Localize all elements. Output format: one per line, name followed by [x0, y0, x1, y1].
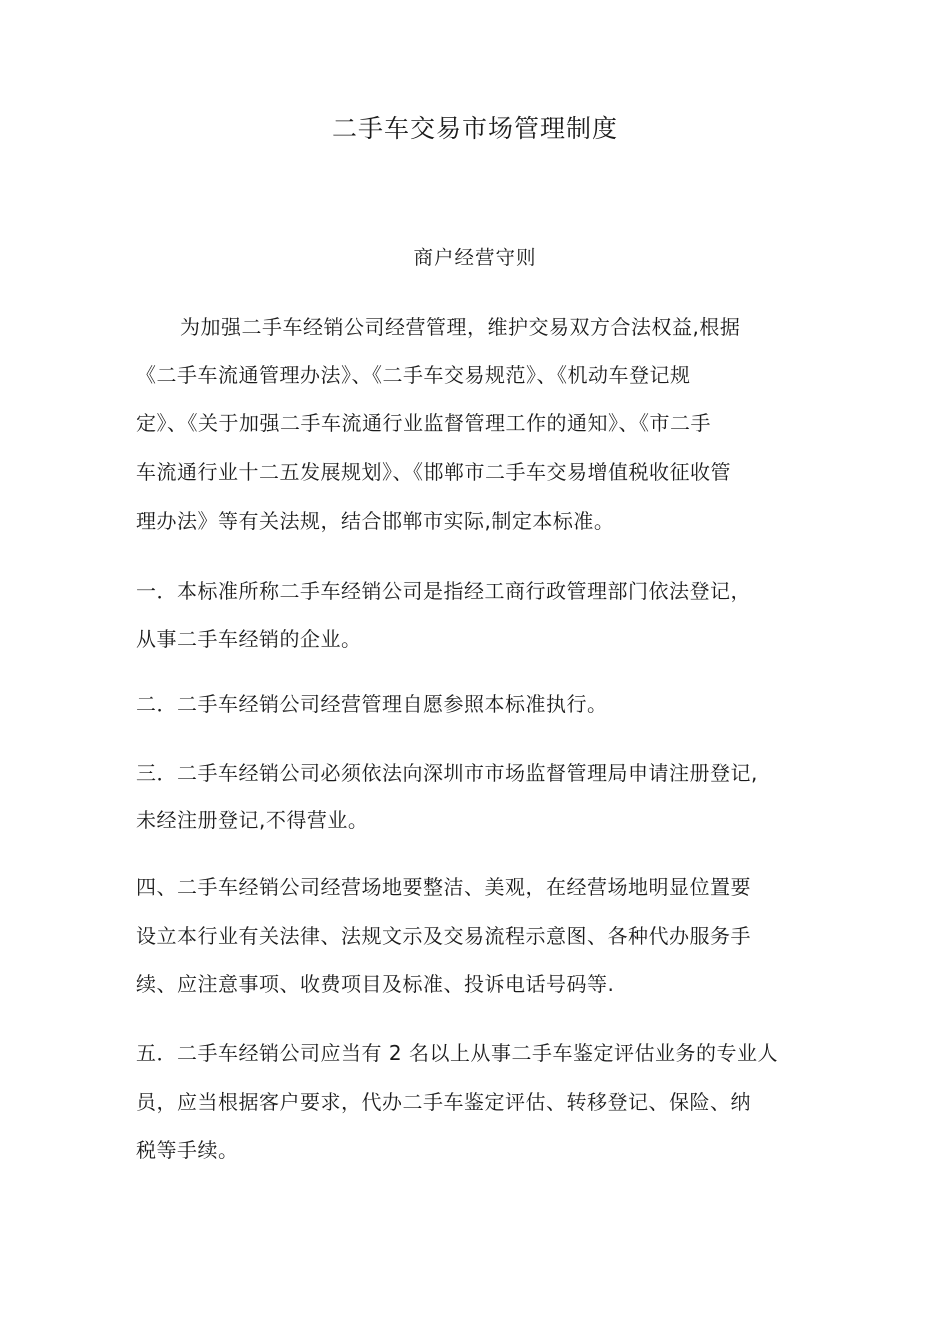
clause-1-line-1: 一．本标准所称二手车经销公司是指经工商行政管理部门依法登记， — [136, 579, 751, 603]
clause-5-line-3: 税等手续。 — [136, 1138, 239, 1162]
section-heading: 商户经营守则 — [413, 246, 537, 269]
clause-4-line-2: 设立本行业有关法律、法规文示及交易流程示意图、各种代办服务手 — [136, 924, 751, 948]
intro-line-4: 车流通行业十二五发展规划》、《邯郸市二手车交易增值税收征收管 — [136, 460, 731, 484]
intro-line-3: 定》、《关于加强二手车流通行业监督管理工作的通知》、《市二手 — [136, 411, 711, 435]
document-title: 二手车交易市场管理制度 — [331, 114, 618, 143]
clause-5-line-1: 五．二手车经销公司应当有 2 名以上从事二手车鉴定评估业务的专业人 — [136, 1041, 778, 1065]
clause-4-line-1: 四、二手车经销公司经营场地要整洁、美观，在经营场地明显位置要 — [136, 875, 751, 899]
clause-1-line-2: 从事二手车经销的企业。 — [136, 627, 362, 651]
clause-3-line-2: 未经注册登记,不得营业。 — [136, 808, 369, 832]
clause-3-line-1: 三．二手车经销公司必须依法向深圳市市场监督管理局申请注册登记, — [136, 761, 758, 785]
clause-2-line-1: 二．二手车经销公司经营管理自愿参照本标准执行。 — [136, 692, 608, 716]
intro-line-2: 《二手车流通管理办法》、《二手车交易规范》、《机动车登记规 — [136, 363, 691, 387]
intro-line-5: 理办法》等有关法规，结合邯郸市实际,制定本标准。 — [136, 509, 615, 533]
clause-5-line-2: 员，应当根据客户要求，代办二手车鉴定评估、转移登记、保险、纳 — [136, 1090, 751, 1114]
intro-line-1: 为加强二手车经销公司经营管理，维护交易双方合法权益,根据 — [180, 315, 741, 339]
clause-4-line-3: 续、应注意事项、收费项目及标准、投诉电话号码等. — [136, 972, 615, 996]
